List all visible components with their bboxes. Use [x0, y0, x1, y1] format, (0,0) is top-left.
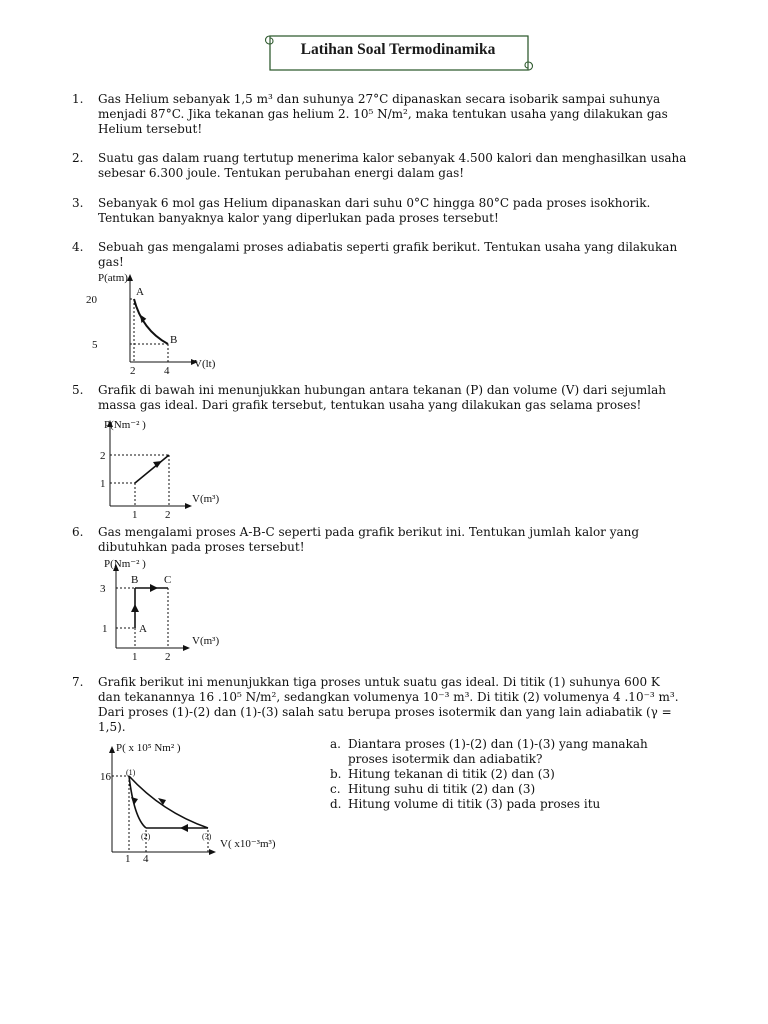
y-axis-arrow	[109, 746, 115, 753]
x-axis-label: V( x10⁻³m³)	[220, 838, 276, 850]
option-c	[330, 782, 648, 797]
direction-arrow	[131, 797, 138, 805]
title-banner	[262, 32, 534, 74]
x-axis-arrow	[185, 503, 192, 509]
adiabatic-curve	[134, 299, 168, 344]
y-tick-label: 1	[100, 478, 106, 490]
question-line: Grafik di bawah ini menunjukkan hubungan antara tekanan (P) dan volume (V) dari sejumlah	[98, 383, 666, 397]
question-line: massa gas ideal. Dari grafik tersebut, tentukan usaha yang dilakukan gas selama proses!	[98, 398, 642, 412]
option-line: proses isotermik dan adiabatik?	[348, 752, 543, 766]
point-label-2: (2)	[141, 832, 151, 841]
question-line: Sebuah gas mengalami proses adiabatis seperti grafik berikut. Tentukan usaha yang dilakukan	[98, 240, 678, 254]
x-axis-label: V(m³)	[192, 635, 220, 647]
y-tick-label: 2	[100, 450, 106, 462]
point-label-a: A	[136, 286, 144, 298]
question-1	[72, 92, 682, 137]
x-tick-label: 2	[165, 651, 171, 663]
point-label-a: A	[139, 623, 147, 635]
option-line: Diantara proses (1)-(2) dan (1)-(3) yang manakah	[348, 737, 648, 751]
y-tick-label: 16	[100, 771, 111, 783]
y-tick-label: 5	[92, 339, 98, 351]
point-label-c: C	[164, 574, 172, 586]
y-axis-label: P(Nm⁻² )	[104, 558, 146, 570]
question-line: Suatu gas dalam ruang tertutup menerima kalor sebanyak 4.500 kalori dan menghasilkan usaha	[98, 151, 687, 165]
x-tick-label: 1	[125, 853, 131, 865]
question-number: 7.	[72, 675, 84, 689]
y-tick-label: 1	[102, 623, 108, 635]
option-line: Hitung volume di titik (3) pada proses itu	[348, 797, 601, 811]
question-7	[72, 675, 682, 735]
question-line: Tentukan banyaknya kalor yang diperlukan pada proses tersebut!	[98, 211, 499, 225]
question-number: 2.	[72, 151, 84, 165]
point-label-3: (3)	[202, 832, 212, 841]
point-label-1: (1)	[126, 768, 136, 777]
question-line: Gas mengalami proses A-B-C seperti pada grafik berikut ini. Tentukan jumlah kalor yang	[98, 525, 640, 539]
question-line: Grafik berikut ini menunjukkan tiga proses untuk suatu gas ideal. Di titik (1) suhunya 600 K	[98, 675, 660, 689]
x-tick-label: 1	[132, 651, 138, 663]
question-line: Helium tersebut!	[98, 122, 203, 136]
y-axis-label: P(Nm⁻² )	[104, 419, 146, 431]
direction-arrow	[180, 824, 188, 832]
question-line: dibutuhkan pada proses tersebut!	[98, 540, 305, 554]
graph-three-processes	[96, 738, 296, 866]
point-label-b: B	[170, 334, 178, 346]
y-tick-label: 20	[86, 294, 97, 306]
option-letter: c.	[330, 782, 341, 796]
x-axis-arrow	[209, 849, 216, 855]
option-line: Hitung suhu di titik (2) dan (3)	[348, 782, 536, 796]
question-number: 4.	[72, 240, 84, 254]
question-line: Gas Helium sebanyak 1,5 m³ dan suhunya 27°C dipanaskan secara isobarik sampai suhunya	[98, 92, 661, 106]
question-6	[72, 525, 682, 555]
y-axis-label: P( x 10⁵ Nm² )	[116, 742, 181, 754]
graph-abc-process	[92, 552, 242, 662]
option-b	[330, 767, 648, 782]
question-number: 6.	[72, 525, 84, 539]
y-tick-label: 3	[100, 583, 106, 595]
y-axis-label: P(atm)	[98, 272, 128, 284]
question-2	[72, 151, 687, 181]
page-title: Latihan Soal Termodinamika	[300, 41, 496, 58]
direction-arrow	[131, 604, 139, 612]
x-tick-label: 2	[165, 509, 171, 521]
question-line: menjadi 87°C. Jika tekanan gas helium 2. 10⁵ N/m², maka tentukan usaha yang dilakukan gas	[98, 107, 668, 121]
x-tick-label: 1	[132, 509, 138, 521]
q7-options	[330, 737, 648, 812]
question-line: Dari proses (1)-(2) dan (1)-(3) salah satu berupa proses isotermik dan yang lain adiabatik (γ =	[98, 705, 672, 719]
graph-adiabatic	[82, 268, 252, 376]
x-axis-label: V(lt)	[194, 358, 216, 370]
x-tick-label: 4	[164, 365, 170, 377]
process-line	[135, 455, 169, 483]
x-axis-label: V(m³)	[192, 493, 220, 505]
direction-arrow	[150, 584, 158, 592]
question-line: dan tekanannya 16 .10⁵ N/m², sedangkan volumenya 10⁻³ m³. Di titik (2) volumenya 4 .10⁻³ m³.	[98, 690, 679, 704]
x-tick-label: 4	[143, 853, 149, 865]
x-axis-arrow	[183, 645, 190, 651]
option-d	[330, 797, 648, 812]
question-5	[72, 383, 682, 413]
option-letter: d.	[330, 797, 342, 811]
option-line: Hitung tekanan di titik (2) dan (3)	[348, 767, 555, 781]
question-number: 1.	[72, 92, 84, 106]
option-letter: b.	[330, 767, 342, 781]
question-number: 5.	[72, 383, 84, 397]
question-line: gas!	[98, 255, 124, 269]
question-line: sebesar 6.300 joule. Tentukan perubahan energi dalam gas!	[98, 166, 465, 180]
question-3	[72, 196, 682, 226]
question-4	[72, 240, 682, 270]
option-a	[330, 737, 648, 767]
x-tick-label: 2	[130, 365, 136, 377]
point-label-b: B	[131, 574, 139, 586]
option-letter: a.	[330, 737, 341, 751]
question-number: 3.	[72, 196, 84, 210]
question-line: 1,5).	[98, 720, 126, 734]
question-line: Sebanyak 6 mol gas Helium dipanaskan dari suhu 0°C hingga 80°C pada proses isokhorik.	[98, 196, 651, 210]
graph-pv-line	[92, 412, 242, 520]
